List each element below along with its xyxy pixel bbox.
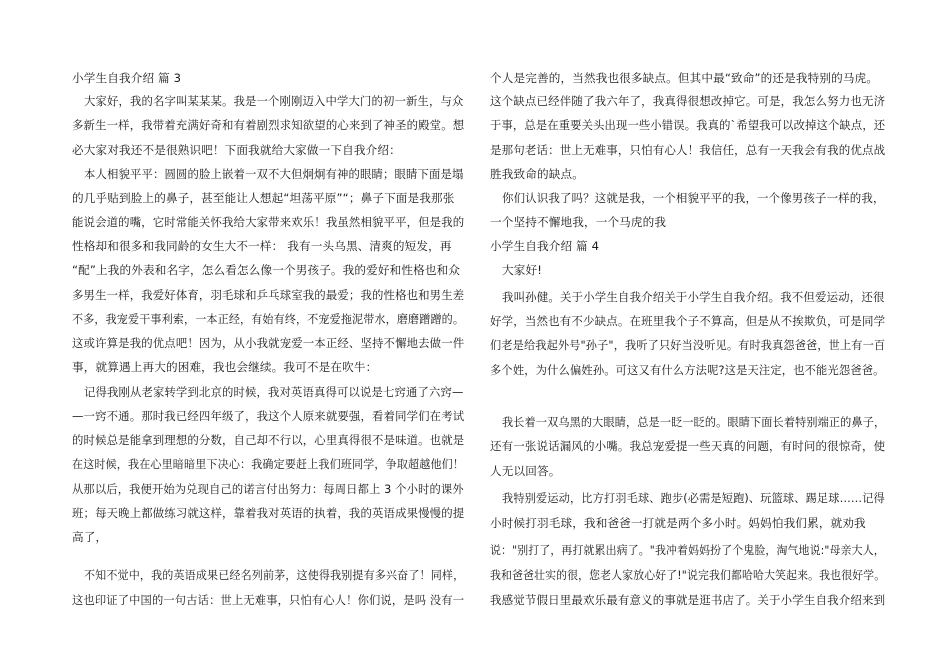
text-line: 大家好，我的名字叫某某某。我是一个刚刚迈入中学大门的初一新生，与众 — [84, 94, 464, 108]
text-line: 这也印证了中国的一句古话：世上无难事，只怕有心人！你们说，是吗 没有一 — [72, 593, 465, 607]
text-line: 性格却和很多和我同龄的女生大不一样： 我有一头乌黑、清爽的短发，再 — [72, 239, 452, 253]
text-line: 多男生一样，我爱好体育，羽毛球和乒乓球室我的最爱；我的性格也和男生差 — [72, 288, 465, 302]
text-line: 不知不觉中，我的英语成果已经名列前茅，这使得我别提有多兴奋了！同样， — [84, 568, 465, 582]
section-heading-4: 小学生自我介绍 篇 4 — [490, 239, 600, 253]
text-line: 还有一张说话漏风的小嘴。我总宠爱提一些天真的问题，有时问的很惊奇，使 — [490, 439, 886, 453]
text-line: 班；每天晚上都做练习就这样，靠着我对英语的执着，我的英语成果慢慢的提 — [72, 506, 465, 520]
text-line: 人无以回答。 — [490, 464, 561, 478]
text-line: 胜我致命的缺点。 — [490, 167, 584, 181]
text-line: 好学，当然也有不少缺点。在班里我个子不算高，但是从不挨欺负，可是同学 — [490, 314, 886, 328]
text-line: 个人是完善的，当然我也很多缺点。但其中最“致命”的还是我特别的马虎。 — [490, 71, 879, 85]
text-line: “配”上我的外表和名字，怎么看怎么像一个男孩子。我的爱好和性格也和众 — [72, 263, 461, 277]
text-line: —一窍不通。那时我已经四年级了，我这个人原来就要强，看着同学们在考试 — [72, 409, 465, 423]
text-line: 事，就算遇上再大的困难，我也会继续。我可不是在吹牛： — [72, 360, 378, 374]
text-line: 能说会道的嘴，它时常能关怀我给大家带来欢乐！我虽然相貌平平，但是我的 — [72, 215, 465, 229]
text-line: 多个姓，为什么偏姓孙。可这又有什么方法呢?这是天注定，也不能光怨爸爸。 — [490, 363, 885, 377]
text-line: 于事，总是在重要关头出现一些小错误。我真的`希望我可以改掉这个缺点，还 — [490, 118, 886, 132]
greeting-line: 大家好! — [502, 263, 543, 277]
text-line: 必大家对我还不是很熟识吧！下面我就给大家做一下自我介绍： — [72, 143, 401, 157]
text-line: 一个坚持不懈地我，一个马虎的我 — [490, 215, 667, 229]
text-line: 多新生一样，我带着充满好奇和有着剧烈求知欲望的心来到了神圣的殿堂。想 — [72, 118, 465, 132]
text-line: 我叫孙健。关于小学生自我介绍关于小学生自我介绍。我不但爱运动，还很 — [502, 290, 885, 304]
text-line: 说："别打了，再打就累出病了。"我冲着妈妈扮了个鬼脸，淘气地说:"母亲大人， — [490, 543, 885, 557]
text-line: 记得我刚从老家转学到北京的时候，我对英语真得可以说是七窍通了六窍— — [84, 385, 464, 399]
text-line: 从那以后，我便开始为兑现自己的诺言付出努力：每周日都上 3 个小时的课外 — [72, 482, 464, 496]
text-line: 我感觉节假日里最欢乐最有意义的事就是逛书店了。关于小学生自我介绍来到 — [490, 593, 886, 607]
text-line: 我和爸爸壮实的很，您老人家放心好了!"说完我们都哈哈大笑起来。我也很好学。 — [490, 568, 886, 582]
text-line: 这或许算是我的优点吧！因为，从小我就宠爱一本正经、坚持不懈地去做一件 — [72, 336, 465, 350]
text-line: 本人相貌平平：圆圆的脸上嵌着一双不大但炯炯有神的眼睛；眼睛下面是塌 — [84, 167, 464, 181]
text-line: 高了， — [72, 530, 108, 544]
section-heading-3: 小学生自我介绍 篇 3 — [72, 71, 182, 85]
text-line: 我特别爱运动，比方打羽毛球、跑步(必需是短跑)、玩篮球、踢足球……记得 — [502, 491, 885, 505]
text-line: 我长着一双乌黑的大眼睛，总是一眨一眨的。眼睛下面长着特别端正的鼻子， — [502, 415, 886, 429]
text-line: 的时候总是能拿到理想的分数，自己却不行以，心里真得很不是味道。也就是 — [72, 433, 465, 447]
text-line: 是那句老话：世上无难事，只怕有心人！我信任，总有一天我会有我的优点战 — [490, 143, 886, 157]
text-line: 在这时候，我在心里暗暗里下决心：我确定要赶上我们班同学，争取超越他们！ — [72, 457, 465, 471]
text-line: 你们认识我了吗？这就是我，一个相貌平平的我，一个像男孩子一样的我， — [502, 191, 885, 205]
text-line: 不多，我宠爱干事利索，一本正经，有始有终，不宠爱拖泥带水，磨磨蹭蹭的。 — [72, 312, 465, 326]
text-line: 的几乎贴到脸上的鼻子，甚至能让人想起“坦荡平原”“；鼻子下面是我那张 — [72, 191, 455, 205]
text-line: 们老是给我起外号"孙子"，我听了只好当没听见。有时我真怨爸爸，世上有一百 — [490, 338, 886, 352]
text-line: 这个缺点已经伴随了我六年了，我真得很想改掉它。可是，我怎么努力也无济 — [490, 94, 886, 108]
text-line: 小时候打羽毛球，我和爸爸一打就是两个多小时。妈妈怕我们累，就劝我 — [490, 516, 866, 530]
